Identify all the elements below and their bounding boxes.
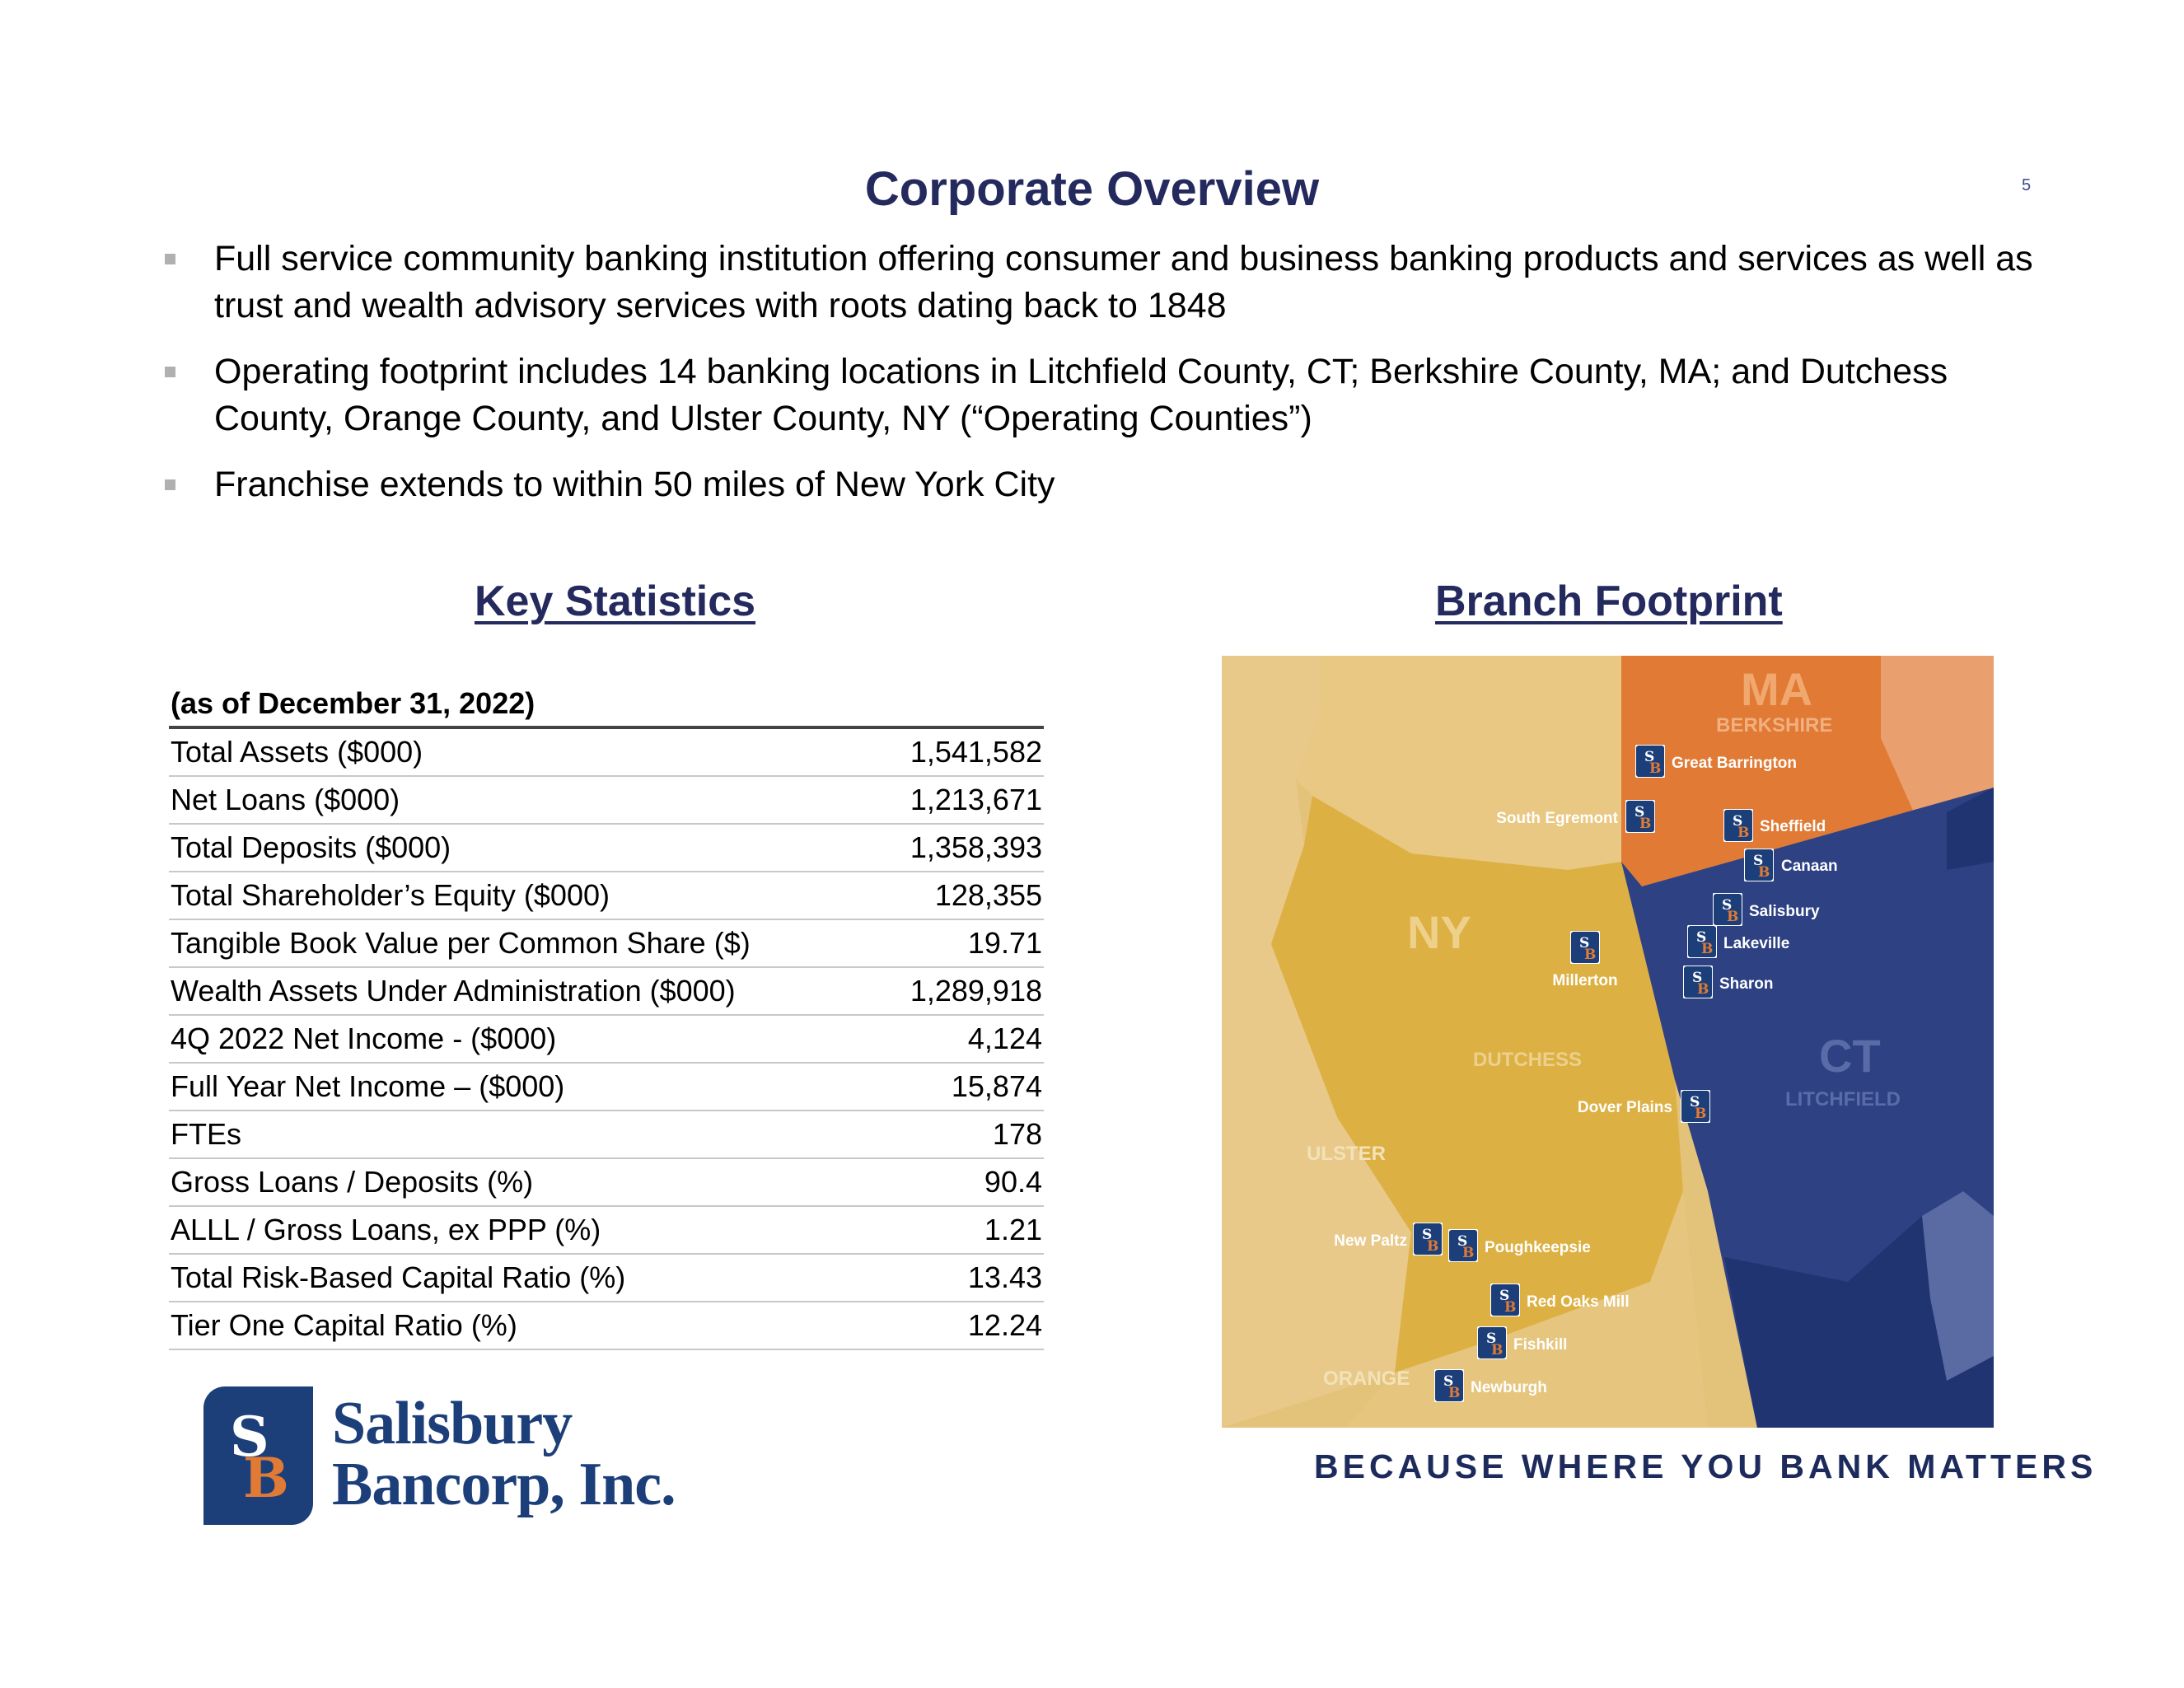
branch-pin-salisbury (1713, 893, 1742, 926)
branch-pin-fishkill (1477, 1326, 1507, 1359)
table-row (169, 1111, 1044, 1158)
stat-label: Total Risk-Based Capital Ratio (%) (169, 1254, 879, 1302)
stat-label: Full Year Net Income – ($000) (169, 1063, 879, 1111)
as-of-date: (as of December 31, 2022) (169, 686, 1044, 729)
branch-label-dover-plains: Dover Plains (1577, 1099, 1672, 1116)
key-statistics-heading: Key Statistics (475, 577, 756, 625)
branch-pin-sharon (1683, 966, 1713, 998)
branch-pin-newburgh (1434, 1369, 1464, 1402)
stat-label: Net Loans ($000) (169, 776, 879, 824)
logo-wordmark (332, 1390, 676, 1518)
branch-label-newburgh: Newburgh (1471, 1379, 1547, 1396)
stat-value: 1,541,582 (879, 729, 1044, 776)
branch-label-salisbury: Salisbury (1749, 903, 1820, 920)
logo-mark-icon (203, 1386, 313, 1525)
stat-label: Total Shareholder’s Equity ($000) (169, 872, 879, 919)
branch-pin-poughkeepsie (1448, 1229, 1478, 1262)
table-row (169, 729, 1044, 776)
bullet-item: Operating footprint includes 14 banking locations in Litchfield County, CT; Berkshire County, MA; and Dutchess County, Orange County, and Ulster County, NY (“Operating Counties”) (165, 348, 2060, 442)
stat-value: 12.24 (879, 1302, 1044, 1349)
branch-footprint-heading: Branch Footprint (1435, 577, 1783, 625)
stat-label: Tangible Book Value per Common Share ($) (169, 919, 879, 967)
table-row (169, 967, 1044, 1015)
table-row (169, 1254, 1044, 1302)
table-row (169, 1015, 1044, 1063)
stat-value: 178 (879, 1111, 1044, 1158)
stat-label: Total Assets ($000) (169, 729, 879, 776)
table-row (169, 824, 1044, 872)
stat-label: Tier One Capital Ratio (%) (169, 1302, 879, 1349)
stat-label: ALLL / Gross Loans, ex PPP (%) (169, 1206, 879, 1254)
bullet-item: Full service community banking institution offering consumer and business banking products and services as well as trust and wealth advisory services with roots dating back to 1848 (165, 236, 2060, 330)
branch-pin-new-paltz (1413, 1223, 1443, 1255)
table-row (169, 1206, 1044, 1254)
table-row (169, 919, 1044, 967)
branch-pin-lakeville (1687, 925, 1717, 958)
branch-pin-great-barrington (1635, 745, 1665, 778)
table-row (169, 776, 1044, 824)
branch-pin-south-egremont (1625, 800, 1655, 833)
page-number: 5 (2022, 176, 2032, 194)
stat-value: 4,124 (879, 1015, 1044, 1063)
branch-pin-sheffield (1723, 809, 1753, 842)
table-row (169, 872, 1044, 919)
stat-label: FTEs (169, 1111, 879, 1158)
tagline: BECAUSE WHERE YOU BANK MATTERS (1314, 1447, 2097, 1485)
logo-line-2: Bancorp, Inc. (332, 1451, 676, 1518)
branch-label-canaan: Canaan (1781, 858, 1838, 875)
stat-value: 90.4 (879, 1158, 1044, 1206)
branch-label-red-oaks-mill: Red Oaks Mill (1527, 1293, 1630, 1311)
branch-label-fishkill: Fishkill (1513, 1336, 1568, 1354)
table-row (169, 1302, 1044, 1349)
state-label-ma: MA (1741, 663, 1813, 715)
logo-mark-b: B (243, 1446, 289, 1510)
branch-label-sharon: Sharon (1719, 975, 1774, 993)
branch-label-millerton: Millerton (1552, 972, 1618, 989)
county-label-dutchess: DUTCHESS (1473, 1049, 1583, 1071)
table-row (169, 1158, 1044, 1206)
branch-label-south-egremont: South Egremont (1496, 810, 1618, 827)
branch-pin-millerton (1570, 931, 1600, 964)
branch-pin-canaan (1744, 849, 1774, 881)
county-label-berkshire: BERKSHIRE (1716, 714, 1833, 736)
stat-value: 128,355 (879, 872, 1044, 919)
stat-label: 4Q 2022 Net Income - ($000) (169, 1015, 879, 1063)
logo-line-1: Salisbury (332, 1390, 573, 1457)
bullet-item: Franchise extends to within 50 miles of New York City (165, 461, 2060, 508)
stat-value: 1,289,918 (879, 967, 1044, 1015)
branch-label-sheffield: Sheffield (1760, 818, 1826, 835)
county-label-ulster: ULSTER (1307, 1143, 1386, 1165)
page-title: Corporate Overview (864, 162, 1320, 216)
county-label-orange: ORANGE (1323, 1368, 1410, 1390)
stat-value: 19.71 (879, 919, 1044, 967)
branch-map (1222, 656, 1994, 1428)
branch-label-new-paltz: New Paltz (1334, 1232, 1407, 1250)
county-label-litchfield: LITCHFIELD (1785, 1088, 1901, 1111)
company-logo (203, 1386, 698, 1535)
branch-label-poughkeepsie: Poughkeepsie (1485, 1239, 1591, 1256)
stat-label: Total Deposits ($000) (169, 824, 879, 872)
branch-label-great-barrington: Great Barrington (1672, 755, 1798, 772)
logo-mark-s: S (230, 1405, 269, 1469)
overview-bullets (165, 236, 2060, 527)
state-label-ny: NY (1407, 906, 1471, 958)
stat-value: 13.43 (879, 1254, 1044, 1302)
branch-pin-red-oaks-mill (1490, 1284, 1520, 1316)
stat-label: Gross Loans / Deposits (%) (169, 1158, 879, 1206)
stat-value: 1.21 (879, 1206, 1044, 1254)
stat-value: 1,358,393 (879, 824, 1044, 872)
stat-value: 1,213,671 (879, 776, 1044, 824)
branch-pin-dover-plains (1681, 1090, 1710, 1123)
stat-label: Wealth Assets Under Administration ($000) (169, 967, 879, 1015)
state-label-ct: CT (1819, 1030, 1881, 1082)
branch-label-lakeville: Lakeville (1723, 935, 1790, 952)
table-row (169, 1063, 1044, 1111)
key-statistics-table (169, 686, 1044, 1350)
stat-value: 15,874 (879, 1063, 1044, 1111)
